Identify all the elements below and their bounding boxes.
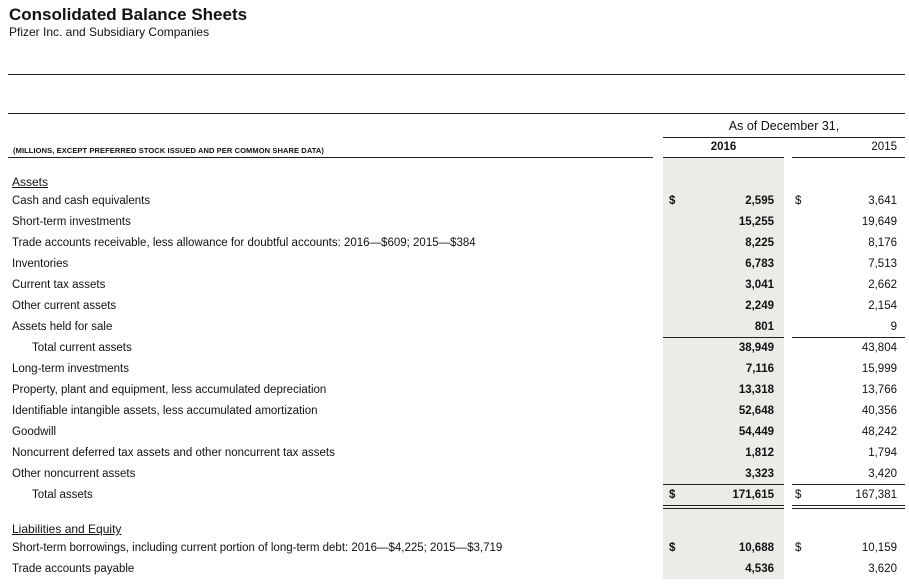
units-note: (MILLIONS, EXCEPT PREFERRED STOCK ISSUED AND PER COMMON SHARE DATA)	[13, 146, 325, 155]
subtotal-rule	[663, 337, 784, 338]
value-2015: 3,641	[868, 195, 897, 207]
row-label: Other noncurrent assets	[12, 468, 136, 480]
page-title: Consolidated Balance Sheets	[9, 5, 248, 24]
value-2016: 3,323	[745, 468, 774, 480]
double-rule	[792, 508, 905, 509]
value-2015: 7,513	[868, 258, 897, 270]
double-rule	[792, 505, 905, 506]
currency-symbol: $	[795, 195, 802, 207]
value-2015: 1,794	[868, 447, 897, 459]
table-row	[0, 542, 909, 563]
value-2016: 1,812	[745, 447, 774, 459]
value-2016: 54,449	[738, 426, 774, 438]
value-2016: 13,318	[738, 384, 774, 396]
value-2016: 4,536	[745, 563, 774, 575]
value-2016: 15,255	[738, 216, 774, 228]
section-heading-assets: Assets	[12, 175, 49, 189]
table-row	[0, 426, 909, 447]
as-of-heading: As of December 31,	[728, 119, 840, 133]
double-rule	[663, 508, 784, 509]
table-row	[0, 447, 909, 468]
value-2016: 6,783	[745, 258, 774, 270]
section-heading-liabilities: Liabilities and Equity	[12, 522, 122, 536]
value-2015: 2,154	[868, 300, 897, 312]
table-row	[0, 384, 909, 405]
value-2016: 8,225	[745, 237, 774, 249]
value-2016: 10,688	[738, 542, 774, 554]
value-2015: 3,420	[868, 468, 897, 480]
value-2015: 40,356	[861, 405, 897, 417]
row-label: Total current assets	[32, 342, 132, 354]
currency-symbol: $	[669, 489, 676, 501]
value-2016: 2,595	[745, 195, 774, 207]
row-label: Trade accounts receivable, less allowance for doubtful accounts: 2016—$609; 2015—$384	[12, 237, 476, 249]
value-2015: 10,159	[861, 542, 897, 554]
row-label: Identifiable intangible assets, less accumulated amortization	[12, 405, 318, 417]
value-2015: 167,381	[855, 489, 897, 501]
row-label: Assets held for sale	[12, 321, 113, 333]
row-label: Long-term investments	[12, 363, 129, 375]
value-2016: 2,249	[745, 300, 774, 312]
subtotal-rule	[792, 337, 905, 338]
table-row	[0, 300, 909, 321]
value-2015: 8,176	[868, 237, 897, 249]
row-label: Inventories	[12, 258, 69, 270]
table-row-subtotal	[0, 342, 909, 363]
row-label: Trade accounts payable	[12, 563, 135, 575]
value-2016: 7,116	[745, 363, 774, 375]
row-label: Goodwill	[12, 426, 57, 438]
table-row	[0, 237, 909, 258]
table-row	[0, 405, 909, 426]
row-label: Cash and cash equivalents	[12, 195, 151, 207]
row-label: Noncurrent deferred tax assets and other noncurrent tax assets	[12, 447, 335, 459]
value-2015: 3,620	[868, 563, 897, 575]
row-label: Other current assets	[12, 300, 117, 312]
table-row	[0, 216, 909, 237]
total-rule	[663, 484, 784, 485]
units-rule	[8, 157, 653, 158]
table-row	[0, 195, 909, 216]
table-row	[0, 258, 909, 279]
row-label: Total assets	[32, 489, 93, 501]
company-subtitle: Pfizer Inc. and Subsidiary Companies	[9, 25, 210, 39]
value-2016: 52,648	[738, 405, 774, 417]
divider-header	[8, 113, 905, 114]
currency-symbol: $	[669, 195, 676, 207]
divider-top	[8, 74, 905, 75]
value-2015: 15,999	[861, 363, 897, 375]
double-rule	[663, 505, 784, 506]
column-header-2016: 2016	[710, 141, 737, 153]
table-row	[0, 321, 909, 342]
currency-symbol: $	[795, 489, 802, 501]
table-row	[0, 363, 909, 384]
value-2015: 9	[890, 321, 897, 333]
value-2015: 13,766	[861, 384, 897, 396]
value-2016: 3,041	[745, 279, 774, 291]
value-2015: 43,804	[861, 342, 897, 354]
table-row	[0, 563, 909, 584]
table-row	[0, 468, 909, 489]
value-2016: 171,615	[732, 489, 774, 501]
currency-symbol: $	[795, 542, 802, 554]
table-row	[0, 279, 909, 300]
row-label: Property, plant and equipment, less accumulated depreciation	[12, 384, 327, 396]
column-header-2015: 2015	[871, 141, 897, 153]
row-label: Short-term investments	[12, 216, 131, 228]
table-row-total	[0, 489, 909, 510]
value-2015: 19,649	[861, 216, 897, 228]
value-2016: 38,949	[738, 342, 774, 354]
value-2015: 2,662	[868, 279, 897, 291]
row-label: Current tax assets	[12, 279, 106, 291]
value-2016: 801	[754, 321, 774, 333]
year-2015-rule	[792, 157, 905, 158]
value-2015: 48,242	[861, 426, 897, 438]
total-rule	[792, 484, 905, 485]
row-label: Short-term borrowings, including current portion of long-term debt: 2016—$4,225; 2015—$3,719	[12, 542, 503, 554]
currency-symbol: $	[669, 542, 676, 554]
as-of-rule	[663, 137, 905, 138]
